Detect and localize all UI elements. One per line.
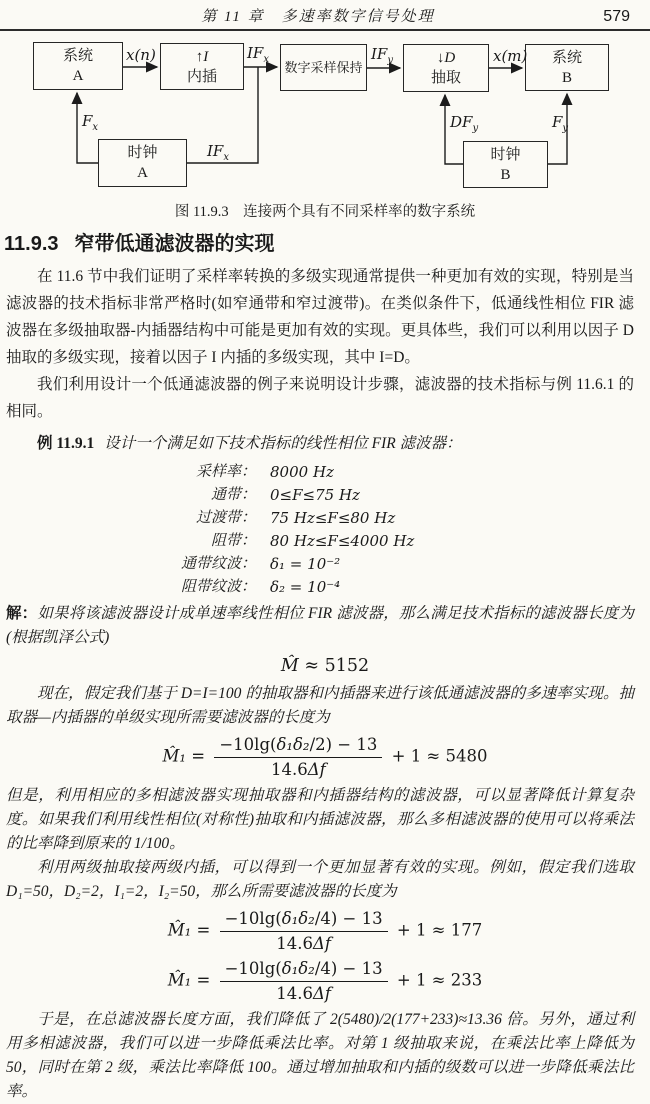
paragraph-conclusion: 于是，在总滤波器长度方面，我们降低了 2(5480)/2(177+233)≈13.36 倍。另外，通过利用多相滤波器，我们可以进一步降低乘法比率。对第 1 级抽取来说，在乘法比率上降低为 50，同时在第 2 级，乘法比率降低 100。通过增加抽取和内插的级数可以进一步降低乘法比率。 xyxy=(6,1011,634,1100)
denominator-var: Δf xyxy=(312,934,331,953)
formula-result: + 1 ≈ 177 xyxy=(391,920,483,940)
equals-sign: = xyxy=(186,746,211,766)
equals-sign: = xyxy=(191,920,216,940)
fraction xyxy=(220,908,388,954)
spec-value: 75 Hz≤F≤80 Hz xyxy=(270,509,396,527)
system-b-box xyxy=(525,44,609,91)
section-heading xyxy=(4,231,650,257)
example-line xyxy=(6,430,634,457)
solution-text: 如果将该滤波器设计成单速率线性相位 FIR 滤波器，那么满足技术指标的滤波器长度为(根据凯泽公式) xyxy=(6,605,634,646)
signal-label-fy-base: F xyxy=(552,113,563,131)
fraction-denominator xyxy=(214,758,382,780)
signal-label-dfy-base: DF xyxy=(450,113,473,131)
numerator-post: /2) − 13 xyxy=(309,735,378,754)
fraction-numerator xyxy=(220,908,388,932)
signal-label-xn xyxy=(126,46,156,67)
formula-lhs: M̂₁ xyxy=(167,970,192,990)
signal-label-ifx-top-base: IF xyxy=(247,44,264,62)
clock-b-box xyxy=(463,141,548,188)
sample-hold-box xyxy=(280,44,367,91)
example-number: 例 11.9.1 xyxy=(37,435,95,452)
formula-m-single-rate xyxy=(0,656,650,676)
fraction xyxy=(220,958,388,1004)
formula-result: ≈ 5152 xyxy=(298,656,370,676)
paragraph-but: 但是，利用相应的多相滤波器实现抽取器和内插器结构的滤波器，可以显著降低计算复杂度。如果我们利用线性相位(对称性)抽取和内插滤波器，那么多相滤波器的使用可以将乘法的比率降到原来的 1/100。 xyxy=(6,787,634,852)
fraction-denominator xyxy=(220,982,388,1004)
fraction xyxy=(214,734,382,780)
section-number: 11.9.3 xyxy=(4,233,59,255)
sample-hold-label: 数字采样保持 xyxy=(284,59,363,75)
spec-row-passband-ripple xyxy=(6,553,634,576)
formula-lhs: M̂ xyxy=(280,656,299,676)
formula-lhs: M̂₁ xyxy=(162,746,187,766)
signal-label-ifx-clock xyxy=(207,142,229,163)
chapter-running-title: 第 11 章 多速率数字信号处理 xyxy=(201,9,435,25)
spec-row-stopband xyxy=(6,530,634,553)
numerator-post: /4) − 13 xyxy=(314,909,383,928)
spec-value: 80 Hz≤F≤4000 Hz xyxy=(270,532,415,550)
numerator-post: /4) − 13 xyxy=(314,959,383,978)
paragraph-intro-2: 我们利用设计一个低通滤波器的例子来说明设计步骤，滤波器的技术指标与例 11.6.1 的相同。 xyxy=(6,376,634,420)
denominator-var: Δf xyxy=(312,984,331,1003)
denominator-pre: 14.6 xyxy=(276,934,313,953)
fraction-denominator xyxy=(220,932,388,954)
decimator-box xyxy=(403,44,489,92)
decimator-label: 抽取 xyxy=(430,70,461,86)
spec-value: 0≤F≤75 Hz xyxy=(270,486,360,504)
clock-b-label: 时钟 xyxy=(490,146,521,163)
numerator-var: δ₁δ₂ xyxy=(281,959,315,978)
signal-label-dfy xyxy=(450,113,478,134)
signal-label-ify xyxy=(371,45,393,66)
spec-label: 过渡带： xyxy=(195,510,256,526)
system-b-letter: B xyxy=(561,69,572,86)
solution-intro xyxy=(6,602,634,650)
section-title: 窄带低通滤波器的实现 xyxy=(74,233,275,255)
figure-block-diagram xyxy=(0,36,650,194)
system-a-label: 系统 xyxy=(62,48,93,64)
signal-label-xm-base: x(m) xyxy=(493,47,528,65)
spec-value: δ₂ = 10⁻⁴ xyxy=(270,578,341,596)
system-a-box xyxy=(33,42,123,90)
signal-label-xm xyxy=(493,47,527,68)
system-a-letter: A xyxy=(72,68,84,84)
spec-label: 阻带： xyxy=(210,533,256,549)
numerator-pre: −10lg( xyxy=(224,959,282,978)
signal-label-xn-base: x(n) xyxy=(126,46,156,64)
spec-row-stopband-ripple xyxy=(6,576,634,599)
formula-result: + 1 ≈ 233 xyxy=(391,970,483,990)
denominator-pre: 14.6 xyxy=(270,760,308,779)
decimator-factor: ↓D xyxy=(436,50,456,66)
paragraph-now: 现在，假定我们基于 D=I=100 的抽取器和内插器来进行该低通滤波器的多速率实现。抽取器—内插器的单级实现所需要滤波器的长度为 xyxy=(6,685,634,726)
signal-label-dfy-sub: y xyxy=(472,123,479,134)
system-b-label: 系统 xyxy=(551,49,582,66)
spec-row-passband xyxy=(6,484,634,507)
signal-label-ify-base: IF xyxy=(371,45,388,63)
clock-b-letter: B xyxy=(500,166,511,183)
example-text: 设计一个满足如下技术指标的线性相位 FIR 滤波器： xyxy=(104,435,462,452)
interpolator-factor: ↑I xyxy=(195,48,209,65)
denominator-pre: 14.6 xyxy=(276,984,313,1003)
interpolator-box xyxy=(160,43,244,90)
spec-row-sampling-rate xyxy=(6,461,634,484)
formula-result: + 1 ≈ 5480 xyxy=(386,746,488,766)
formula-m1-stage1 xyxy=(0,908,650,954)
clock-a-label: 时钟 xyxy=(127,145,158,161)
signal-label-fx-base: F xyxy=(82,112,93,130)
numerator-var: δ₁δ₂ xyxy=(281,909,315,928)
fraction-numerator xyxy=(220,958,388,982)
numerator-var: δ₁δ₂ xyxy=(276,735,310,754)
signal-label-ifx-clock-sub: x xyxy=(223,152,229,163)
formula-m1-stage2 xyxy=(0,958,650,1004)
formula-m1-single-stage xyxy=(0,734,650,780)
figure-caption: 图 11.9.3 连接两个具有不同采样率的数字系统 xyxy=(174,204,476,220)
spec-value: 8000 Hz xyxy=(270,463,334,481)
spec-label: 通带纹波： xyxy=(180,556,256,572)
formula-lhs: M̂₁ xyxy=(167,920,192,940)
clock-a-box xyxy=(98,139,187,187)
paragraph-two-stage: 利用两级抽取接两级内插，可以得到一个更加显著有效的实现。例如，假定我们选取 D₁=50，D₂=2，I₁=2，I₂=50，那么所需要滤波器的长度为 xyxy=(6,859,634,900)
signal-label-fy xyxy=(552,113,568,134)
denominator-var: Δf xyxy=(307,760,326,779)
spec-label: 采样率： xyxy=(195,464,256,480)
clock-a-letter: A xyxy=(137,165,148,181)
page-number: 579 xyxy=(603,8,630,25)
paragraph-intro-1: 在 11.6 节中我们证明了采样率转换的多级实现通常提供一种更加有效的实现，特别是当滤波器的技术指标非常严格时(如窄通带和窄过渡带)。在类似条件下，低通线性相位 FIR 滤波器在多级抽取器-内插器结构中可能是更加有效的实现。更具体些，我们可以利用以因子 D 抽取的多级实现，接着以因子 I 内插的多级实现，其中 I=D。 xyxy=(6,268,634,366)
solution-label: 解： xyxy=(6,605,38,622)
filter-spec-list xyxy=(6,461,634,599)
spec-label: 通带： xyxy=(210,487,256,503)
numerator-pre: −10lg( xyxy=(219,735,277,754)
signal-label-fx-sub: x xyxy=(92,122,99,133)
spec-label: 阻带纹波： xyxy=(180,579,256,595)
page-header xyxy=(0,0,650,31)
signal-label-ifx-clock-base: IF xyxy=(207,142,224,160)
numerator-pre: −10lg( xyxy=(224,909,282,928)
interpolator-label: 内插 xyxy=(186,68,217,85)
signal-label-ifx-top xyxy=(247,44,269,65)
spec-row-transition-band xyxy=(6,507,634,530)
signal-label-fx xyxy=(82,112,98,133)
equals-sign: = xyxy=(191,970,216,990)
spec-value: δ₁ = 10⁻² xyxy=(270,555,341,573)
signal-label-ify-sub: y xyxy=(387,55,393,66)
signal-label-fy-sub: y xyxy=(562,123,569,134)
fraction-numerator xyxy=(214,734,382,758)
signal-label-ifx-top-sub: x xyxy=(263,54,269,65)
